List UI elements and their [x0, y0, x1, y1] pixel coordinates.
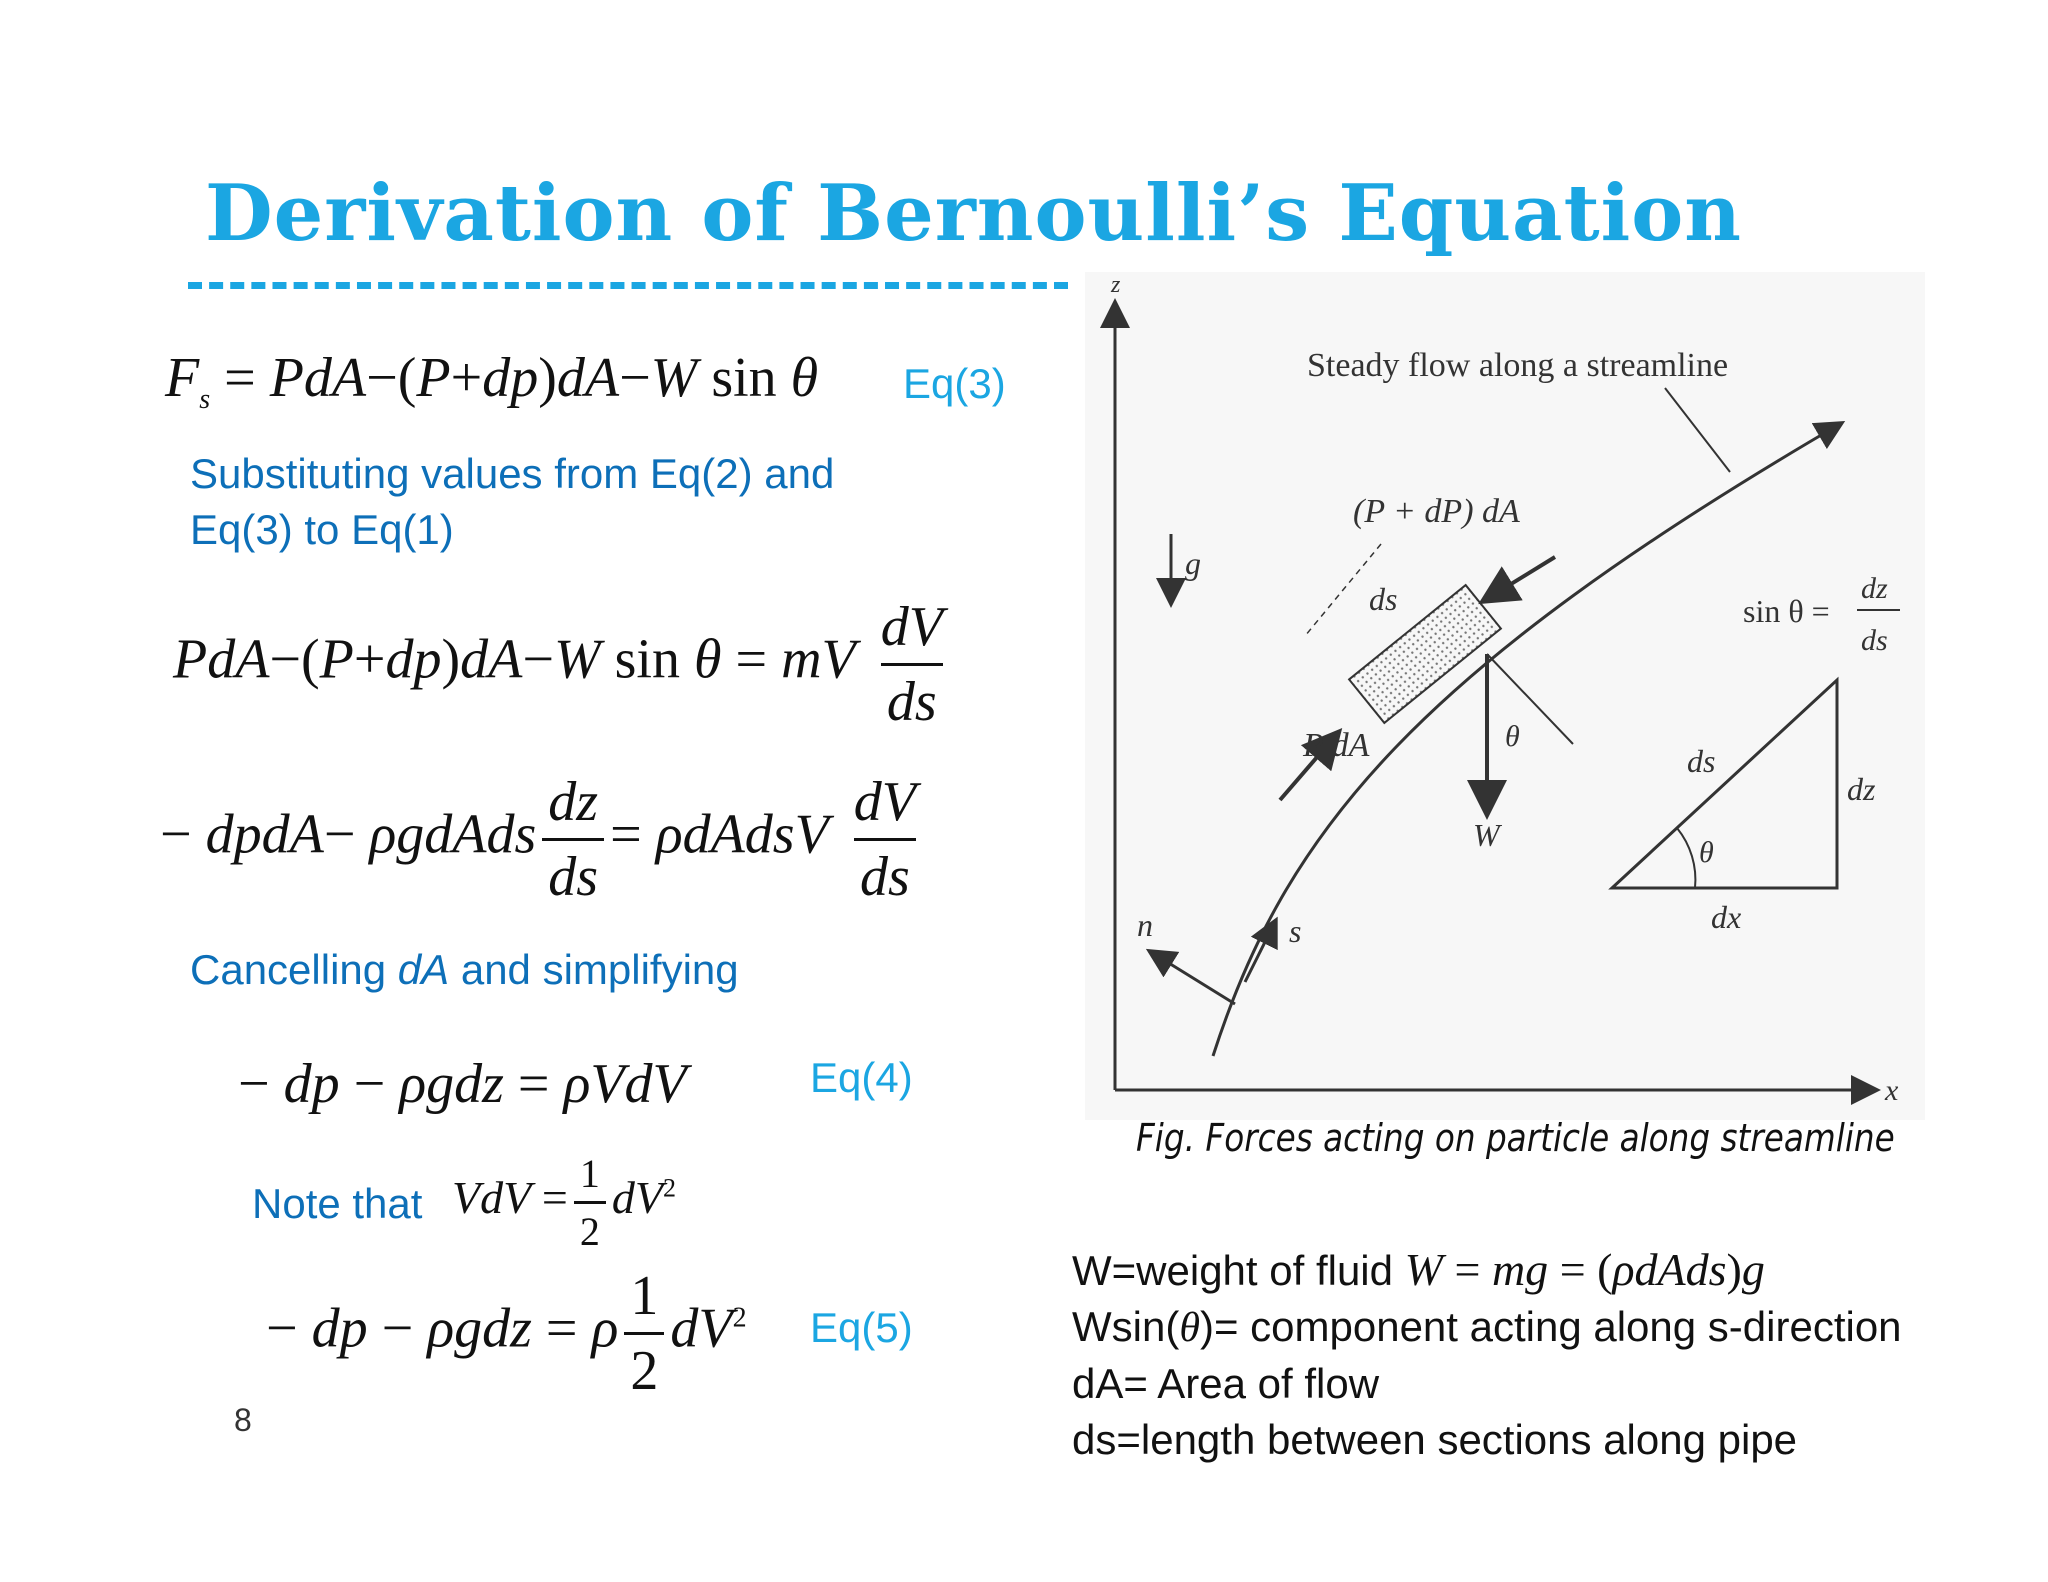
equation-momentum: PdA−(P+dp)dA−W sin θ = mV $\frac{dV}{ds}$ [173, 596, 943, 733]
wsin-definition [1072, 1299, 1902, 1356]
eq5-label: Eq(5) [810, 1304, 913, 1351]
weight-definition-text: W=weight of fluid [1072, 1247, 1393, 1294]
page-number: 8 [234, 1402, 252, 1438]
streamline-label: Steady flow along a streamline [1307, 347, 1729, 384]
sin-theta-den: ds [1861, 624, 1888, 657]
wsin-suffix: )= component acting along s-direction [1199, 1303, 1902, 1350]
streamline-force-diagram [1085, 272, 1925, 1120]
triangle-dx-label: dx [1711, 899, 1742, 935]
cancel-text-post: and simplifying [449, 946, 739, 993]
equation-eq5: − dp − ρgdz = ρ $\frac{1}{2}$ $dV^2$ [266, 1265, 747, 1402]
cancel-text-pre: Cancelling [190, 946, 398, 993]
substitute-text-line2: Eq(3) to Eq(1) [190, 506, 454, 553]
area-definition: dA= Area of flow [1072, 1360, 1380, 1407]
x-axis-label: x [1885, 1074, 1899, 1107]
ds-definition: ds=length between sections along pipe [1072, 1416, 1798, 1463]
cancel-text [190, 946, 739, 994]
gravity-label: g [1185, 545, 1201, 581]
equation-note: VdV = $\frac{1}{2}$ $dV^2$ [452, 1151, 676, 1254]
eq3-label: Eq(3) [903, 360, 1006, 407]
eq4-label: Eq(4) [810, 1054, 913, 1101]
sin-theta-lhs: sin θ = [1743, 593, 1830, 629]
equation-substituted: − dpdA− ρgdAds $\frac{dz}{ds}$ = ρdAdsV $\frac{dV}{ds}$ [160, 771, 916, 908]
equation-eq4: − dp − ρgdz = ρVdV [238, 1053, 687, 1115]
particle-theta-label: θ [1505, 720, 1520, 753]
title-underline [188, 282, 1068, 289]
top-pressure-label: (P + dP) dA [1353, 493, 1520, 530]
bottom-pressure-label: P dA [1303, 727, 1370, 764]
normal-label: n [1137, 907, 1153, 943]
cancel-text-var: dA [397, 946, 450, 993]
sin-theta-num: dz [1861, 572, 1888, 605]
weight-definition [1072, 1242, 1902, 1299]
substitute-text-line1: Substituting values from Eq(2) and [190, 450, 835, 497]
figure-caption: Fig. Forces acting on particle along streamline [1136, 1116, 1895, 1160]
equation-forces: $F_s = PdA-(P+dp)dA-W$ sin θ [165, 347, 819, 416]
page-title: Derivation of Bernoulli’s Equation [205, 168, 1742, 259]
weight-label: W [1473, 817, 1500, 853]
weight-formula: W = mg = (ρdAds)g [1404, 1244, 1765, 1295]
triangle-theta-label: θ [1699, 836, 1714, 869]
s-label: s [1289, 913, 1302, 949]
triangle-ds-label: ds [1687, 743, 1716, 779]
triangle-dz-label: dz [1847, 771, 1876, 807]
z-axis-label: z [1111, 272, 1121, 298]
particle-ds-label: ds [1369, 581, 1398, 617]
wsin-prefix: Wsin( [1072, 1303, 1180, 1350]
figure-background [1085, 272, 1925, 1120]
definitions-block [1072, 1242, 1902, 1468]
note-label: Note that [252, 1180, 423, 1227]
wsin-theta: θ [1179, 1305, 1200, 1351]
